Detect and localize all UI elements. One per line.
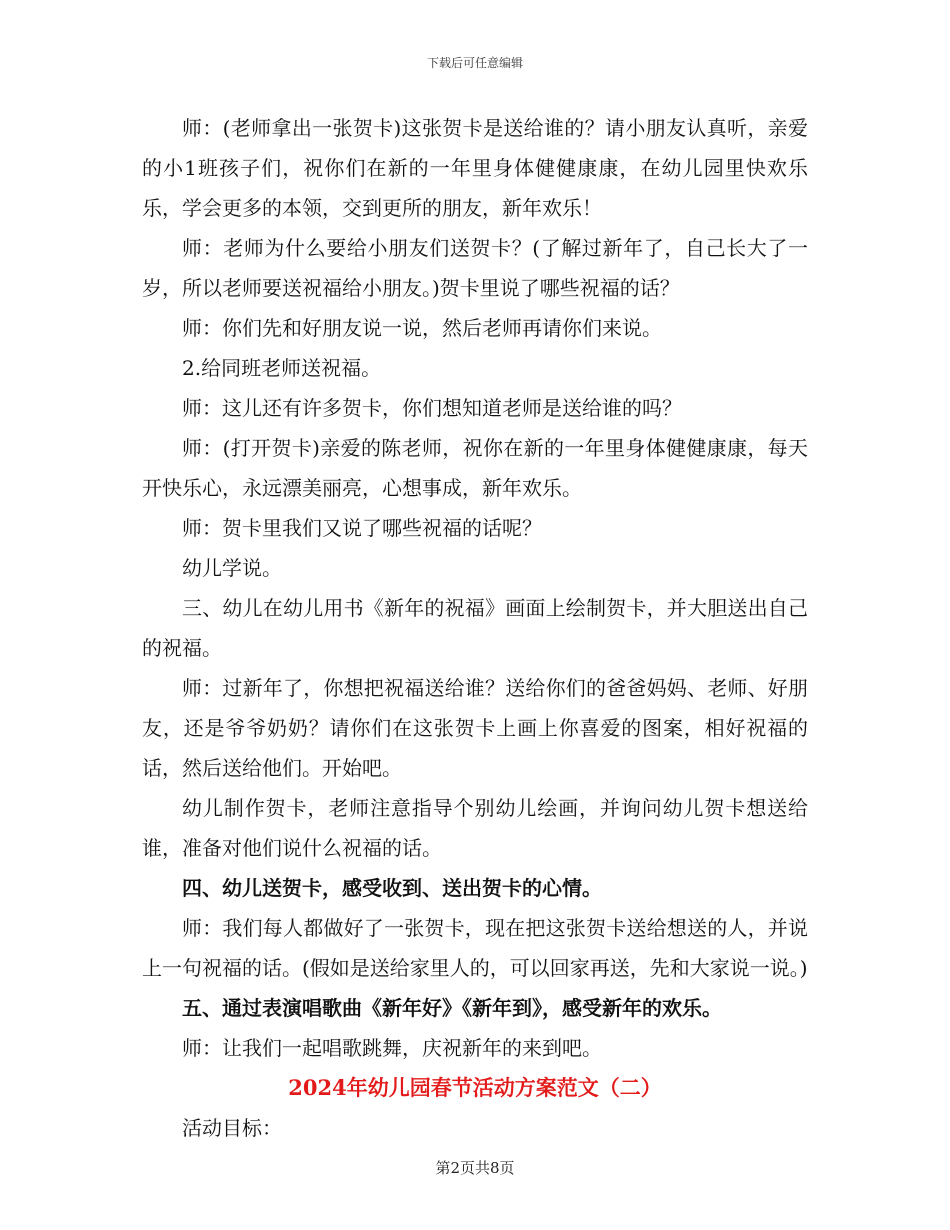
section-title: 2024年幼儿园春节活动方案范文（二） <box>288 1075 662 1100</box>
paragraph: 五、通过表演唱歌曲《新年好》《新年到》，感受新年的欢乐。 <box>182 996 722 1020</box>
paragraph: 师：这儿还有许多贺卡，你们想知道老师是送给谁的吗？ <box>182 396 682 420</box>
paragraph: 师：你们先和好朋友说一说，然后老师再请你们来说。 <box>182 316 662 340</box>
paragraph: 三、幼儿在幼儿用书《新年的祝福》画面上绘制贺卡，并大胆送出自己的祝福。 <box>142 596 808 660</box>
paragraph: 幼儿学说。 <box>182 556 282 580</box>
paragraph: 师：让我们一起唱歌跳舞，庆祝新年的来到吧。 <box>182 1036 602 1060</box>
paragraph: 四、幼儿送贺卡，感受收到、送出贺卡的心情。 <box>182 876 602 900</box>
activity-goal-label: 活动目标： <box>182 1116 282 1140</box>
paragraph: 师：老师为什么要给小朋友们送贺卡？(了解过新年了，自己长大了一岁，所以老师要送祝福给小朋友。)贺卡里说了哪些祝福的话？ <box>142 236 808 300</box>
paragraph: 师：我们每人都做好了一张贺卡，现在把这张贺卡送给想送的人，并说上一句祝福的话。(假如是送给家里人的，可以回家再送，先和大家说一说。) <box>142 916 808 980</box>
paragraph: 师：贺卡里我们又说了哪些祝福的话呢？ <box>182 516 542 540</box>
paragraph: 师：过新年了，你想把祝福送给谁？送给你们的爸爸妈妈、老师、好朋友，还是爷爷奶奶？请你们在这张贺卡上画上你喜爱的图案，相好祝福的话，然后送给他们。开始吧。 <box>142 676 808 780</box>
paragraph: 师：(老师拿出一张贺卡)这张贺卡是送给谁的？请小朋友认真听，亲爱的小1班孩子们，祝你们在新的一年里身体健健康康，在幼儿园里快欢乐乐，学会更多的本领，交到更所的朋友，新年欢乐！ <box>142 116 808 220</box>
paragraph: 2.给同班老师送祝福。 <box>182 356 382 380</box>
document-body <box>142 108 808 1148</box>
page-header-note: 下载后可任意编辑 <box>426 56 523 70</box>
paragraph: 幼儿制作贺卡，老师注意指导个别幼儿绘画，并询问幼儿贺卡想送给谁，准备对他们说什么祝福的话。 <box>142 796 808 860</box>
page-number: 第2页共8页 <box>435 1159 515 1177</box>
paragraph: 师：(打开贺卡)亲爱的陈老师，祝你在新的一年里身体健健康康，每天开快乐心，永远漂美丽亮，心想事成，新年欢乐。 <box>142 436 808 500</box>
